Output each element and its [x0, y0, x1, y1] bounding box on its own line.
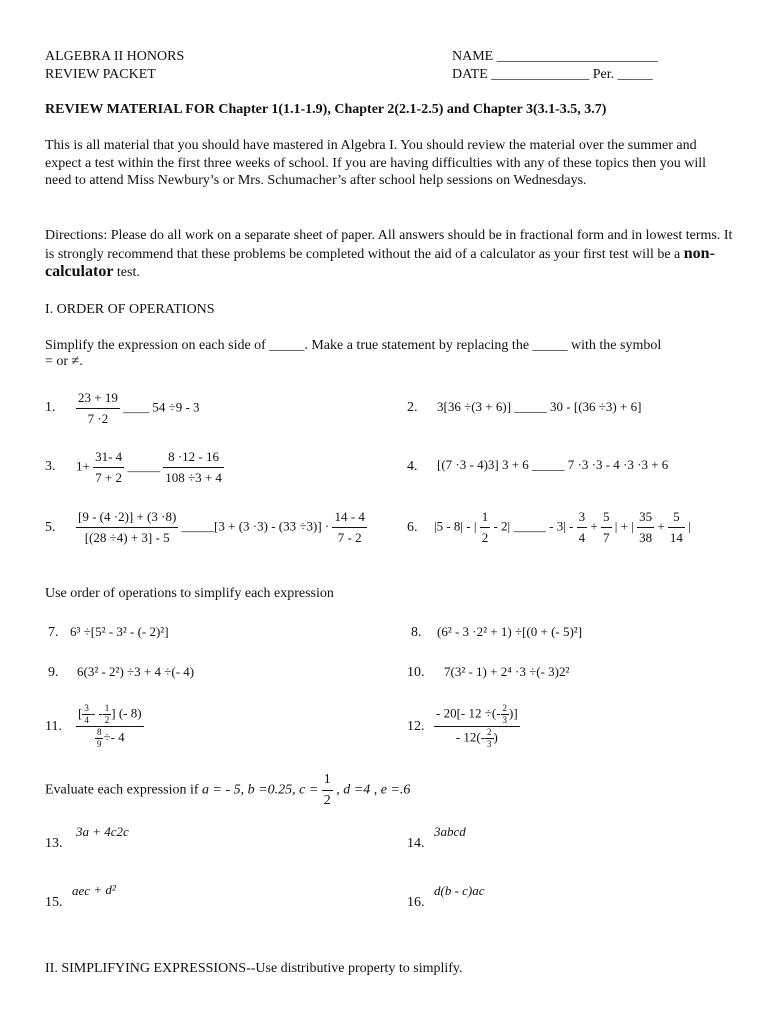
section-instructions-symbols: = or ≠. [45, 354, 83, 369]
date-field: DATE ______________ Per. _____ [452, 67, 653, 82]
problem-11: [ $\frac{3}{4}$ - - $\frac{1}{2}$ ] (- 8) $\frac{8}{9}$ ÷- 4 [78, 703, 142, 749]
problem-7: 6³ ÷[5² - 3² - (- 2)²] [70, 624, 169, 639]
intro-paragraph: This is all material that you should have mastered in Algebra I. You should review the material over the summer and expect a test within the first three weeks of school. If you are having difficulties with any of these topics then you will need to attend Miss Newbury’s or Mrs. Schumacher’s after school help sessions on Wednesdays. [45, 138, 707, 188]
problem-number: 13. [45, 836, 63, 851]
problem-number: 5. [45, 520, 56, 535]
problem-number: 3. [45, 459, 56, 474]
problem-number: 16. [407, 895, 425, 910]
problem-number: 7. [48, 625, 59, 640]
problem-number: 4. [407, 459, 418, 474]
problem-14: 3abcd [434, 824, 466, 840]
problem-number: 12. [407, 719, 425, 734]
name-field: NAME _______________________ [452, 49, 658, 64]
section-title-simplifying-expressions: II. SIMPLIFYING EXPRESSIONS--Use distributive property to simplify. [45, 961, 463, 976]
problem-4: [(7 ·3 - 4)3] 3 + 6 _____ 7 ·3 ·3 - 4 ·3 ·3 + 6 [437, 457, 669, 472]
problem-number: 9. [48, 665, 59, 680]
problem-number: 14. [407, 836, 425, 851]
problem-number: 10. [407, 665, 425, 680]
problem-6: |5 - 8| - | $\frac{1}{2}$ - 2| _____ - 3| - $\frac{3}{4}$ + $\frac{5}{7}$ | + | $\frac{35}{38}$ + $\frac{5}{14}$ | [434, 507, 691, 548]
problem-16: d(b - c)ac [434, 883, 485, 899]
problem-12: - 20[- 12 ÷(- $\frac{2}{3}$ )] - 12(- $\frac{2}{3}$ ) [436, 703, 518, 749]
problem-10: 7(3² - 1) + 2⁴ ·3 ÷(- 3)2² [444, 664, 570, 679]
problem-number: 6. [407, 520, 418, 535]
problem-number: 15. [45, 895, 63, 910]
problem-number: 1. [45, 400, 56, 415]
problem-8: (6² - 3 ·2² + 1) ÷[(0 + (- 5)²] [437, 624, 583, 639]
problem-3: 1+ $\frac{31- 4}{7 + 2}$ _____ $\frac{8 \cdot 12 - 16}{108 \div 3 + 4}$ [76, 447, 224, 488]
problem-number: 8. [411, 625, 422, 640]
page-heading: REVIEW MATERIAL FOR Chapter 1(1.1-1.9), Chapter 2(2.1-2.5) and Chapter 3(3.1-3.5, 3.7) [45, 102, 607, 117]
course-title: ALGEBRA II HONORS [45, 49, 185, 64]
non-calculator-emphasis: non-calculator [45, 244, 715, 280]
problem-1: $\frac{23 + 19}{7 \cdot 2}$ ____ 54 ÷9 - 3 [76, 388, 200, 429]
section-title-order-of-operations: I. ORDER OF OPERATIONS [45, 302, 215, 317]
section-instructions: Simplify the expression on each side of _____. Make a true statement by replacing the _____ with the symbol [45, 338, 662, 353]
directions-paragraph: Directions: Please do all work on a separate sheet of paper. All answers should be in fractional form and in lowest terms. It is strongly recommend that these problems be completed without the aid of a calculator as your first test will be a non-calculator test. [45, 228, 733, 280]
problem-5: $\frac{[9 - (4 \cdot 2)] + (3 \cdot 8)}{[(28 \div 4) + 3] - 5}$ _____[3 + (3 ·3) - (33 ÷3)] · $\frac{14 - 4}{7 - 2}$ [76, 507, 367, 548]
problem-number: 11. [45, 719, 62, 734]
problem-13: 3a + 4c2c [76, 824, 129, 840]
problem-9: 6(3² - 2²) ÷3 + 4 ÷(- 4) [77, 664, 195, 679]
evaluate-instructions: Evaluate each expression if a = - 5, b =0.25, c = $\frac{1}{2}$ , d =4 , e =.6 [45, 770, 410, 811]
section-instructions-simplify: Use order of operations to simplify each expression [45, 586, 334, 601]
problem-number: 2. [407, 400, 418, 415]
packet-title: REVIEW PACKET [45, 67, 156, 82]
problem-15: aec + d² [72, 882, 116, 899]
problem-2: 3[36 ÷(3 + 6)] _____ 30 - [(36 ÷3) + 6] [437, 399, 642, 414]
